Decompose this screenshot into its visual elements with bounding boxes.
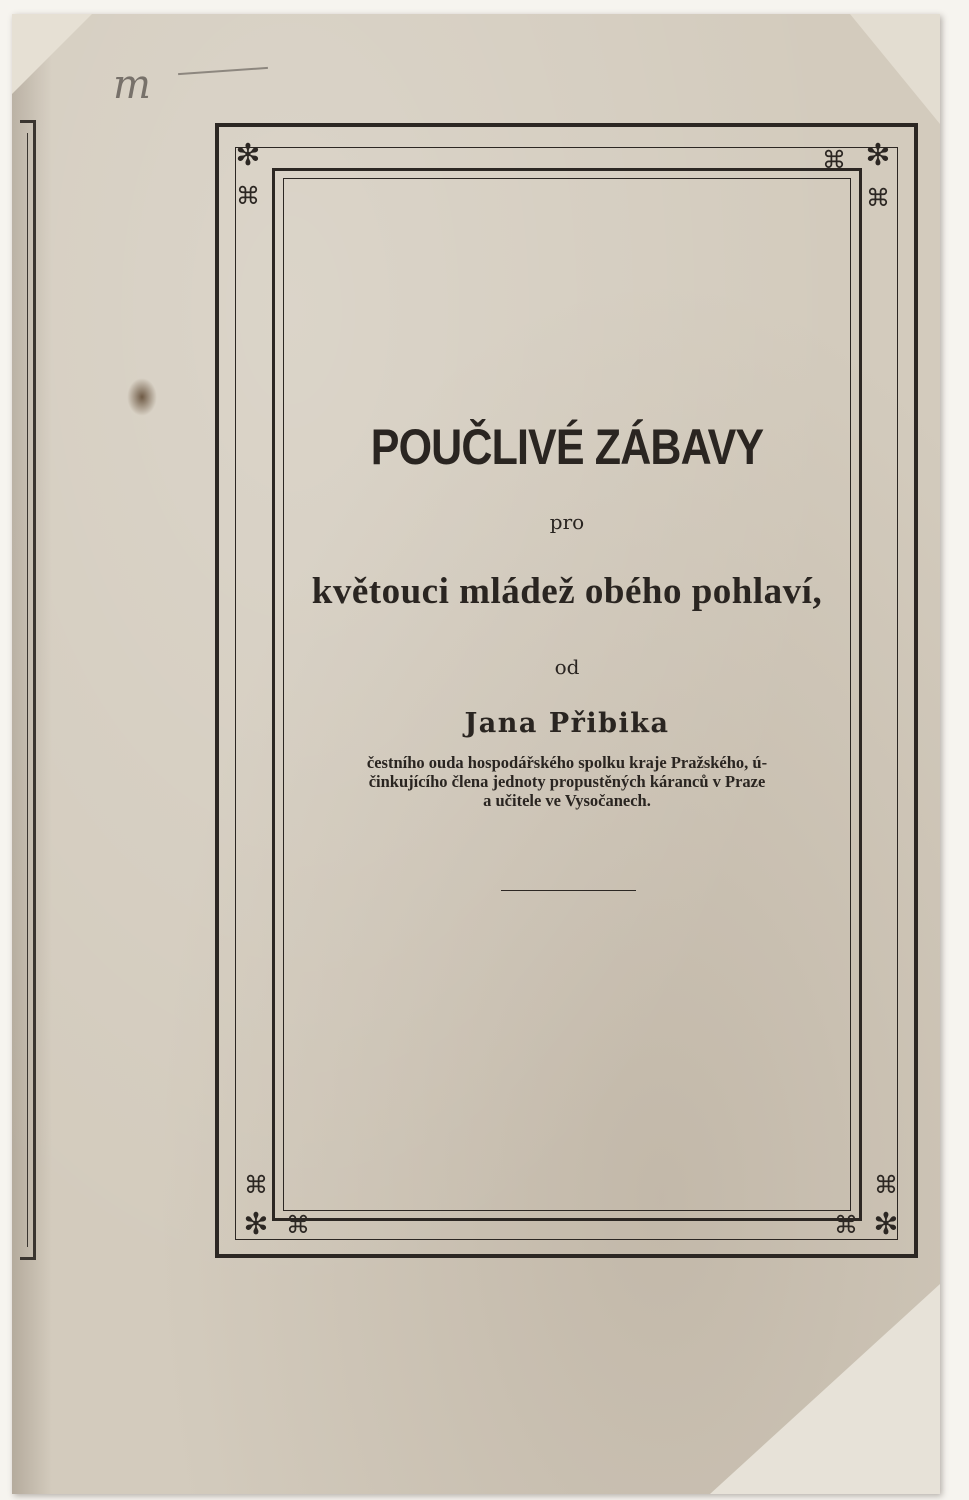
author-description-line: činkujícího člena jednoty propustěných káranců v Praze [368,772,766,791]
star-ornament-icon: ✻ [235,138,261,173]
knot-ornament-icon: ⌘ [874,1171,898,1199]
author-description [283,753,851,810]
spine-border [20,120,36,1260]
decorative-frame-innermost [283,178,851,1211]
star-ornament-icon: ✻ [873,1207,899,1242]
knot-ornament-icon: ⌘ [834,1211,858,1239]
folded-corner-top-right [850,14,940,124]
book-title: POUČLIVÉ ZÁBAVY [370,419,764,475]
preposition-pro: pro [549,510,585,534]
horizontal-rule [501,890,636,891]
preposition-od: od [554,655,580,679]
knot-ornament-icon: ⌘ [866,184,890,212]
knot-ornament-icon: ⌘ [236,182,260,210]
author-description-line: čestního ouda hospodářského spolku kraje Pražského, ú- [366,753,768,772]
knot-ornament-icon: ⌘ [286,1211,310,1239]
author-description-line: a učitele ve Vysočanech. [483,791,651,810]
star-ornament-icon: ✻ [865,138,891,173]
star-ornament-icon: ✻ [243,1207,269,1242]
folded-corner-top-left [12,14,92,94]
knot-ornament-icon: ⌘ [822,146,846,174]
paper-stain [127,378,157,416]
pencil-annotation: m [113,62,149,108]
knot-ornament-icon: ⌘ [244,1171,268,1199]
book-subtitle: květouci mládež obého pohlaví, [311,571,823,612]
folded-corner-bottom-right [710,1284,940,1494]
author-name: Jana Přibika [464,708,670,739]
